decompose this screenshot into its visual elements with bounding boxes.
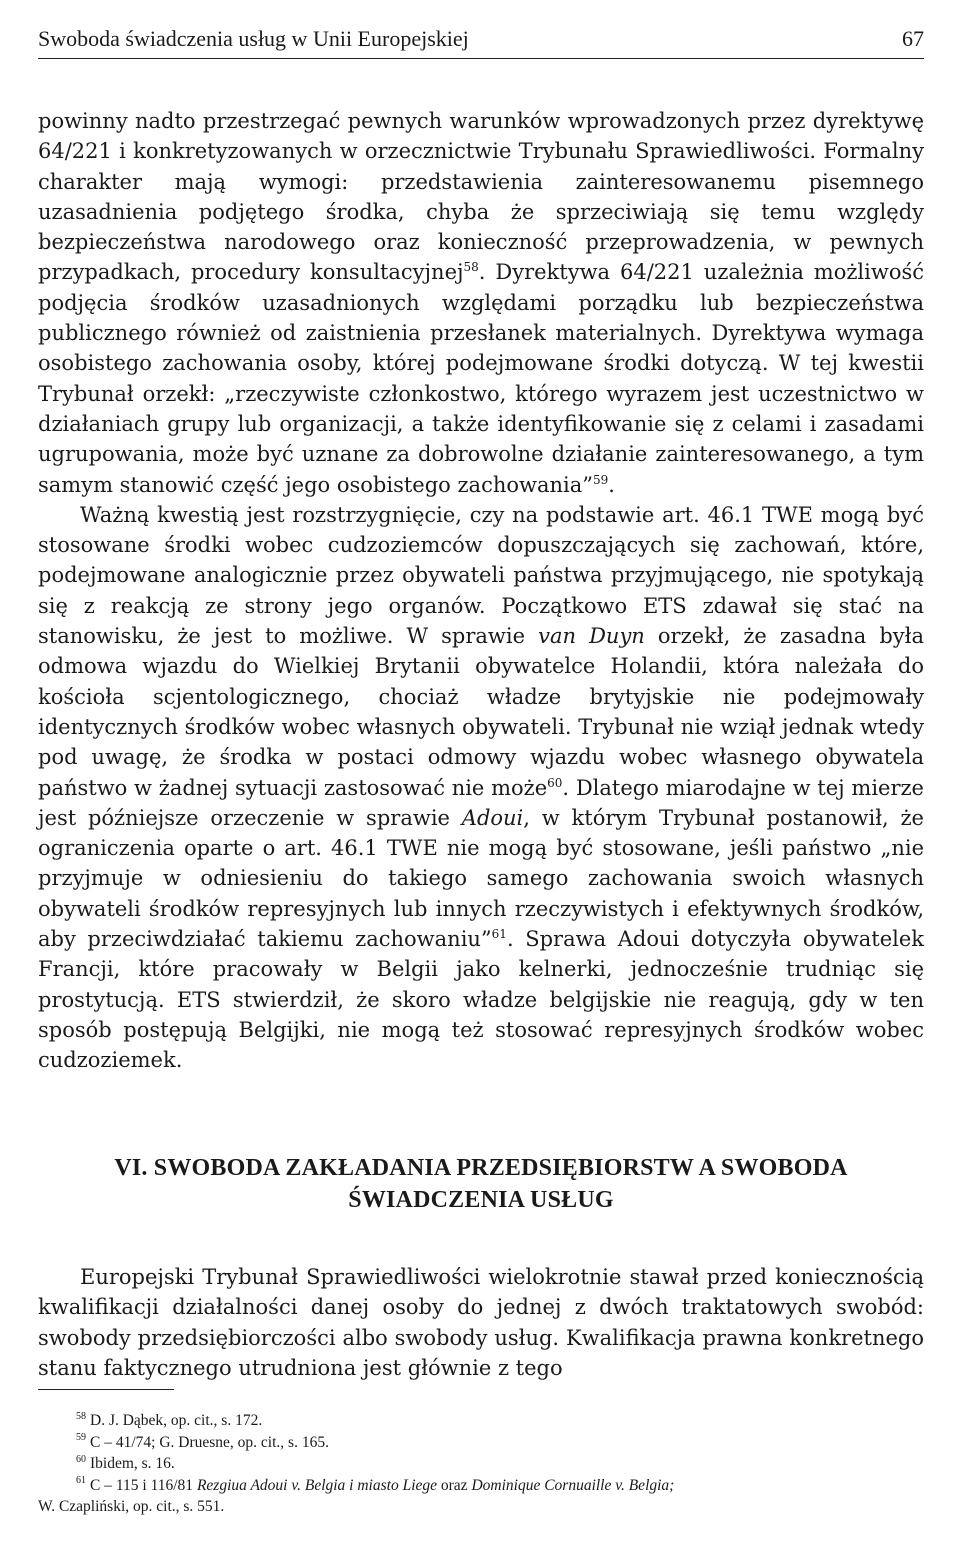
text-run: . Dlatego miarodajne w tej mierze jest późniejsze orzeczenie w sprawie bbox=[38, 775, 924, 830]
footnote-case-name: Rezgiua Adoui v. Belgia i miasto Liege bbox=[196, 1476, 438, 1494]
footnote-text: C – 41/74; G. Druesne, op. cit., s. 165. bbox=[90, 1433, 329, 1451]
paragraph-1 bbox=[38, 106, 924, 500]
footnote-case-name: Dominique Cornuaille v. Belgia; bbox=[471, 1476, 675, 1494]
footnote-number: 58 bbox=[76, 1410, 86, 1422]
text-run: , w którym Trybunał postanowił, że ograniczenia oparte o art. 46.1 TWE nie mogą być stosowane, jeśli państwo „nie przyjmuje w odniesieniu do takiego samego zachowania swoich własnych obywateli środków represyjnych lub innych rzeczywistych i efektywnych środków, aby przeciwdziałać takiemu zachowaniu” bbox=[38, 805, 924, 952]
footnote-59 bbox=[38, 1432, 924, 1454]
paragraph-2 bbox=[38, 500, 924, 1076]
running-header bbox=[38, 26, 924, 59]
text-run: . Sprawa Adoui dotyczyła obywatelek Francji, które pracowały w Belgii jako kelnerki, jednocześnie trudniąc się prostytucją. ETS stwierdził, że skoro władze belgijskie nie reagują, gdy w ten sposób postępują Belgijki, nie mogą też stosować represyjnych środków wobec cudzoziemek. bbox=[38, 927, 924, 1073]
section-paragraph: Europejski Trybunał Sprawiedliwości wielokrotnie stawał przed koniecznością kwalifikacji działalności danej osoby do jednej z dwóch traktatowych swobód: swobody przedsiębiorczości albo swobody usług. Kwalifikacja prawna konkretnego stanu faktycznego utrudniona jest głównie z tego bbox=[38, 1265, 924, 1380]
text-run: . Dyrektywa 64/221 uzależnia możliwość podjęcia środków uzasadnionych względami porządku lub bezpieczeństwa publicznego również od zaistnienia przesłanek materialnych. Dyrektywa wymaga osobistego zachowania osoby, której podejmowane środki dotyczą. W tej kwestii Trybunał orzekł: „rzeczywiste członkostwo, którego wyrazem jest uczestnictwo w działaniach grupy lub organizacji, a także identyfikowanie się z celami i zasadami ugrupowania, może być uznane za dobrowolne działanie zainteresowanego, a tym samym stanowić część jego osobistego zachowania” bbox=[38, 260, 924, 497]
case-name-van-duyn: van Duyn bbox=[538, 624, 645, 649]
footnote-text: C – 115 i 116/81 bbox=[90, 1476, 197, 1494]
page-number: 67 bbox=[902, 26, 924, 51]
footnote-ref-59[interactable]: 59 bbox=[593, 472, 609, 487]
footnote-number: 59 bbox=[76, 1432, 86, 1444]
footnote-text: oraz bbox=[437, 1476, 472, 1494]
section-heading-line-1: VI. SWOBODA ZAKŁADANIA PRZEDSIĘBIORSTW A SWOBODA bbox=[114, 1155, 848, 1181]
footnote-text: W. Czapliński, op. cit., s. 551. bbox=[38, 1498, 225, 1515]
text-run: orzekł, że zasadna była odmowa wjazdu do Wielkiej Brytanii obywatelce Holandii, która należała do kościoła scjentologicznego, chociaż władze brytyjskie nie podejmowały identycznych środków wobec własnych obywateli. Trybunał nie wziął jednak wtedy pod uwagę, że środka w postaci odmowy wjazdu wobec własnego obywatela państwo w żadnej sytuacji zastosować nie może bbox=[38, 624, 924, 800]
footnote-60 bbox=[38, 1453, 924, 1475]
text-run: Ważną kwestią jest rozstrzygnięcie, czy na podstawie art. 46.1 TWE mogą być stosowane środki wobec cudzoziemców dopuszczających się zachowań, które, podejmowane analogicznie przez obywateli państwa przyjmującego, nie spotykają się z reakcją ze strony jego organów. Początkowo ETS zdawał się stać na stanowisku, że jest to możliwe. W sprawie bbox=[38, 502, 924, 649]
footnote-ref-61[interactable]: 61 bbox=[491, 927, 507, 942]
section-heading-line-2: ŚWIADCZENIA USŁUG bbox=[348, 1187, 614, 1213]
footnote-divider bbox=[38, 1389, 174, 1390]
text-run: . bbox=[608, 472, 615, 497]
body-text bbox=[38, 106, 924, 1076]
footnote-text: D. J. Dąbek, op. cit., s. 172. bbox=[90, 1412, 263, 1429]
running-title: Swoboda świadczenia usług w Unii Europejskiej bbox=[38, 26, 469, 51]
footnote-number: 60 bbox=[76, 1453, 86, 1465]
text-run: powinny nadto przestrzegać pewnych warunków wprowadzonych przez dyrektywę 64/221 i konkretyzowanych w orzecznictwie Trybunału Sprawiedliwości. Formalny charakter mają wymogi: przedstawienia zainteresowanemu pisemnego uzasadnienia podjętego środka, chyba że sprzeciwiają się temu względy bezpieczeństwa narodowego oraz konieczność przeprowadzenia, w pewnych przypadkach, procedury konsultacyjnej bbox=[38, 109, 924, 285]
footnote-number: 61 bbox=[76, 1475, 86, 1487]
case-name-adoui: Adoui bbox=[461, 805, 524, 830]
footnote-58 bbox=[38, 1410, 924, 1432]
footnote-text: Ibidem, s. 16. bbox=[90, 1455, 175, 1472]
footnote-61 bbox=[38, 1475, 924, 1518]
section-heading bbox=[38, 1152, 924, 1216]
footnotes bbox=[38, 1410, 924, 1518]
footnote-ref-60[interactable]: 60 bbox=[547, 775, 563, 790]
footnote-ref-58[interactable]: 58 bbox=[463, 260, 479, 275]
